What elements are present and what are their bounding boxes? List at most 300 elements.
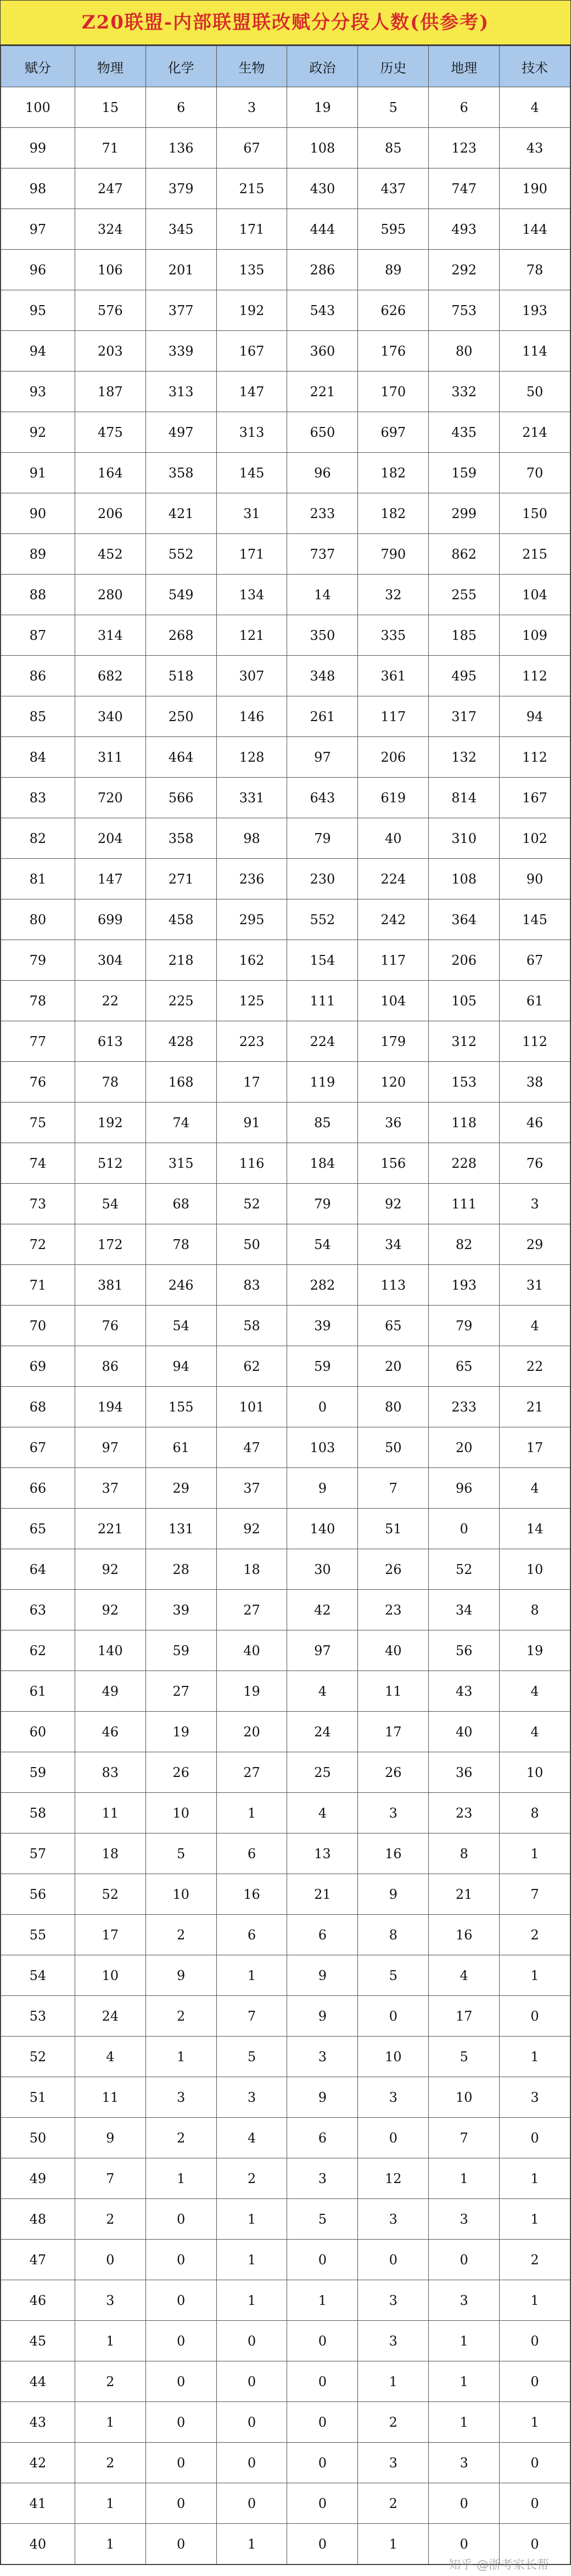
count-cell: 193 — [500, 290, 570, 331]
count-cell: 1 — [216, 1793, 287, 1833]
table-row — [1, 1224, 570, 1265]
score-cell: 88 — [1, 575, 75, 615]
count-cell: 46 — [500, 1103, 570, 1143]
table-row — [1, 1955, 570, 1996]
count-cell: 58 — [216, 1306, 287, 1346]
table-row — [1, 1103, 570, 1143]
count-cell: 3 — [358, 2443, 429, 2483]
count-cell: 315 — [145, 1143, 216, 1184]
table-row — [1, 1833, 570, 1874]
table-row — [1, 981, 570, 1021]
table-row — [1, 859, 570, 899]
score-cell: 49 — [1, 2158, 75, 2199]
count-cell: 697 — [358, 412, 429, 453]
count-cell: 21 — [287, 1874, 358, 1915]
count-cell: 67 — [500, 940, 570, 981]
count-cell: 4 — [500, 1468, 570, 1509]
count-cell: 339 — [145, 331, 216, 372]
count-cell: 46 — [75, 1712, 145, 1752]
count-cell: 1 — [500, 1955, 570, 1996]
table-body — [1, 87, 570, 2564]
count-cell: 120 — [358, 1062, 429, 1103]
count-cell: 11 — [75, 2077, 145, 2118]
count-cell: 0 — [358, 2118, 429, 2158]
count-cell: 493 — [429, 209, 500, 250]
table-row — [1, 209, 570, 250]
count-cell: 79 — [287, 1184, 358, 1224]
count-cell: 313 — [145, 372, 216, 412]
count-cell: 0 — [358, 2240, 429, 2280]
count-cell: 65 — [358, 1306, 429, 1346]
count-cell: 236 — [216, 859, 287, 899]
count-cell: 204 — [75, 818, 145, 859]
count-cell: 345 — [145, 209, 216, 250]
count-cell: 3 — [500, 2077, 570, 2118]
count-cell: 0 — [145, 2199, 216, 2240]
count-cell: 292 — [429, 250, 500, 290]
count-cell: 613 — [75, 1021, 145, 1062]
table-row — [1, 1468, 570, 1509]
table-row — [1, 1306, 570, 1346]
score-cell: 80 — [1, 899, 75, 940]
score-cell: 91 — [1, 453, 75, 493]
count-cell: 92 — [216, 1509, 287, 1549]
table-row — [1, 737, 570, 778]
count-cell: 159 — [429, 453, 500, 493]
count-cell: 2 — [216, 2158, 287, 2199]
count-cell: 61 — [145, 1427, 216, 1468]
count-cell: 19 — [500, 1630, 570, 1671]
count-cell: 4 — [500, 1712, 570, 1752]
count-cell: 1 — [500, 1833, 570, 1874]
count-cell: 0 — [145, 2443, 216, 2483]
count-cell: 4 — [216, 2118, 287, 2158]
table-header — [1, 46, 570, 87]
score-cell: 78 — [1, 981, 75, 1021]
count-cell: 9 — [287, 2077, 358, 2118]
count-cell: 111 — [429, 1184, 500, 1224]
count-cell: 0 — [429, 2240, 500, 2280]
count-cell: 0 — [75, 2240, 145, 2280]
table-row — [1, 899, 570, 940]
count-cell: 113 — [358, 1265, 429, 1306]
count-cell: 0 — [429, 1509, 500, 1549]
count-cell: 8 — [500, 1590, 570, 1630]
count-cell: 6 — [216, 1915, 287, 1955]
score-cell: 40 — [1, 2524, 75, 2564]
count-cell: 5 — [287, 2199, 358, 2240]
count-cell: 11 — [358, 1671, 429, 1712]
count-cell: 70 — [500, 453, 570, 493]
count-cell: 552 — [145, 534, 216, 575]
column-header: 化学 — [145, 46, 216, 87]
score-cell: 71 — [1, 1265, 75, 1306]
table-row — [1, 1387, 570, 1427]
table-row — [1, 1630, 570, 1671]
count-cell: 11 — [75, 1793, 145, 1833]
table-row — [1, 2402, 570, 2443]
column-header: 赋分 — [1, 46, 75, 87]
count-cell: 3 — [216, 2077, 287, 2118]
count-cell: 190 — [500, 168, 570, 209]
table-row — [1, 575, 570, 615]
count-cell: 0 — [216, 2402, 287, 2443]
table-row — [1, 250, 570, 290]
count-cell: 90 — [500, 859, 570, 899]
count-cell: 182 — [358, 453, 429, 493]
count-cell: 123 — [429, 128, 500, 168]
count-cell: 119 — [287, 1062, 358, 1103]
count-cell: 192 — [216, 290, 287, 331]
count-cell: 304 — [75, 940, 145, 981]
score-cell: 41 — [1, 2483, 75, 2524]
score-cell: 81 — [1, 859, 75, 899]
count-cell: 86 — [75, 1346, 145, 1387]
table-row — [1, 778, 570, 818]
count-cell: 2 — [145, 1915, 216, 1955]
count-cell: 1 — [75, 2402, 145, 2443]
count-cell: 40 — [358, 1630, 429, 1671]
count-cell: 250 — [145, 696, 216, 737]
count-cell: 0 — [216, 2443, 287, 2483]
score-cell: 47 — [1, 2240, 75, 2280]
count-cell: 18 — [216, 1549, 287, 1590]
count-cell: 348 — [287, 656, 358, 696]
count-cell: 24 — [287, 1712, 358, 1752]
count-cell: 228 — [429, 1143, 500, 1184]
count-cell: 313 — [216, 412, 287, 453]
count-cell: 7 — [429, 2118, 500, 2158]
count-cell: 85 — [287, 1103, 358, 1143]
count-cell: 0 — [500, 2524, 570, 2564]
count-cell: 1 — [500, 2037, 570, 2077]
count-cell: 10 — [358, 2037, 429, 2077]
count-cell: 2 — [500, 2240, 570, 2280]
count-cell: 549 — [145, 575, 216, 615]
table-row — [1, 1427, 570, 1468]
count-cell: 37 — [216, 1468, 287, 1509]
count-cell: 23 — [429, 1793, 500, 1833]
count-cell: 9 — [358, 1874, 429, 1915]
score-cell: 93 — [1, 372, 75, 412]
count-cell: 9 — [287, 1468, 358, 1509]
score-cell: 89 — [1, 534, 75, 575]
count-cell: 3 — [287, 2037, 358, 2077]
count-cell: 206 — [358, 737, 429, 778]
count-cell: 21 — [500, 1387, 570, 1427]
count-cell: 464 — [145, 737, 216, 778]
score-cell: 65 — [1, 1509, 75, 1549]
count-cell: 3 — [500, 1184, 570, 1224]
count-cell: 3 — [145, 2077, 216, 2118]
table-row — [1, 128, 570, 168]
count-cell: 242 — [358, 899, 429, 940]
count-cell: 6 — [145, 87, 216, 128]
count-cell: 0 — [145, 2483, 216, 2524]
count-cell: 221 — [287, 372, 358, 412]
count-cell: 0 — [145, 2321, 216, 2361]
score-cell: 45 — [1, 2321, 75, 2361]
column-header: 政治 — [287, 46, 358, 87]
count-cell: 3 — [358, 2199, 429, 2240]
count-cell: 40 — [429, 1712, 500, 1752]
count-cell: 5 — [216, 2037, 287, 2077]
count-cell: 80 — [429, 331, 500, 372]
count-cell: 118 — [429, 1103, 500, 1143]
watermark: 知乎 @浙考家长帮 — [449, 2558, 549, 2572]
count-cell: 3 — [358, 1793, 429, 1833]
count-cell: 156 — [358, 1143, 429, 1184]
score-cell: 63 — [1, 1590, 75, 1630]
column-header: 历史 — [358, 46, 429, 87]
count-cell: 20 — [216, 1712, 287, 1752]
count-cell: 4 — [500, 87, 570, 128]
count-cell: 16 — [358, 1833, 429, 1874]
score-cell: 68 — [1, 1387, 75, 1427]
score-cell: 57 — [1, 1833, 75, 1874]
count-cell: 230 — [287, 859, 358, 899]
count-cell: 34 — [429, 1590, 500, 1630]
count-cell: 185 — [429, 615, 500, 656]
table-row — [1, 1509, 570, 1549]
table-row — [1, 818, 570, 859]
score-cell: 48 — [1, 2199, 75, 2240]
count-cell: 1 — [216, 1955, 287, 1996]
count-cell: 3 — [75, 2280, 145, 2321]
count-cell: 79 — [429, 1306, 500, 1346]
count-cell: 10 — [500, 1549, 570, 1590]
count-cell: 184 — [287, 1143, 358, 1184]
count-cell: 50 — [500, 372, 570, 412]
count-cell: 1 — [500, 2280, 570, 2321]
count-cell: 7 — [358, 1468, 429, 1509]
count-cell: 221 — [75, 1509, 145, 1549]
score-cell: 86 — [1, 656, 75, 696]
count-cell: 4 — [429, 1955, 500, 1996]
count-cell: 106 — [75, 250, 145, 290]
count-cell: 103 — [287, 1427, 358, 1468]
count-cell: 121 — [216, 615, 287, 656]
count-cell: 225 — [145, 981, 216, 1021]
count-cell: 435 — [429, 412, 500, 453]
table-row — [1, 168, 570, 209]
count-cell: 82 — [429, 1224, 500, 1265]
count-cell: 17 — [358, 1712, 429, 1752]
table-row — [1, 2158, 570, 2199]
count-cell: 68 — [145, 1184, 216, 1224]
count-cell: 140 — [75, 1630, 145, 1671]
count-cell: 0 — [287, 2402, 358, 2443]
count-cell: 233 — [287, 493, 358, 534]
count-cell: 224 — [358, 859, 429, 899]
score-table — [1, 46, 570, 2564]
table-row — [1, 290, 570, 331]
table-row — [1, 2240, 570, 2280]
count-cell: 20 — [429, 1427, 500, 1468]
count-cell: 364 — [429, 899, 500, 940]
count-cell: 0 — [287, 2361, 358, 2402]
count-cell: 36 — [429, 1752, 500, 1793]
count-cell: 619 — [358, 778, 429, 818]
count-cell: 224 — [287, 1021, 358, 1062]
count-cell: 168 — [145, 1062, 216, 1103]
score-cell: 96 — [1, 250, 75, 290]
table-row — [1, 493, 570, 534]
count-cell: 381 — [75, 1265, 145, 1306]
count-cell: 23 — [358, 1590, 429, 1630]
count-cell: 32 — [358, 575, 429, 615]
count-cell: 1 — [145, 2158, 216, 2199]
count-cell: 1 — [216, 2199, 287, 2240]
count-cell: 108 — [429, 859, 500, 899]
count-cell: 0 — [287, 2321, 358, 2361]
score-cell: 43 — [1, 2402, 75, 2443]
table-row — [1, 87, 570, 128]
count-cell: 94 — [500, 696, 570, 737]
count-cell: 10 — [429, 2077, 500, 2118]
score-cell: 94 — [1, 331, 75, 372]
count-cell: 42 — [287, 1590, 358, 1630]
count-cell: 1 — [429, 2402, 500, 2443]
score-cell: 83 — [1, 778, 75, 818]
table-row — [1, 2321, 570, 2361]
count-cell: 1 — [500, 2402, 570, 2443]
count-cell: 26 — [145, 1752, 216, 1793]
count-cell: 2 — [75, 2361, 145, 2402]
count-cell: 10 — [145, 1793, 216, 1833]
count-cell: 358 — [145, 818, 216, 859]
count-cell: 80 — [358, 1387, 429, 1427]
table-row — [1, 1752, 570, 1793]
count-cell: 92 — [358, 1184, 429, 1224]
count-cell: 2 — [358, 2402, 429, 2443]
count-cell: 153 — [429, 1062, 500, 1103]
table-row — [1, 453, 570, 493]
count-cell: 135 — [216, 250, 287, 290]
count-cell: 17 — [216, 1062, 287, 1103]
count-cell: 324 — [75, 209, 145, 250]
table-row — [1, 2361, 570, 2402]
count-cell: 1 — [358, 2524, 429, 2564]
score-cell: 56 — [1, 1874, 75, 1915]
count-cell: 4 — [287, 1793, 358, 1833]
count-cell: 16 — [216, 1874, 287, 1915]
count-cell: 7 — [216, 1996, 287, 2037]
count-cell: 0 — [145, 2402, 216, 2443]
table-row — [1, 1712, 570, 1752]
count-cell: 170 — [358, 372, 429, 412]
count-cell: 109 — [500, 615, 570, 656]
count-cell: 13 — [287, 1833, 358, 1874]
count-cell: 192 — [75, 1103, 145, 1143]
count-cell: 0 — [287, 1387, 358, 1427]
table-row — [1, 696, 570, 737]
count-cell: 1 — [75, 2321, 145, 2361]
count-cell: 92 — [75, 1549, 145, 1590]
count-cell: 312 — [429, 1021, 500, 1062]
count-cell: 9 — [287, 1996, 358, 2037]
count-cell: 246 — [145, 1265, 216, 1306]
count-cell: 543 — [287, 290, 358, 331]
count-cell: 36 — [358, 1103, 429, 1143]
count-cell: 79 — [287, 818, 358, 859]
count-cell: 187 — [75, 372, 145, 412]
count-cell: 307 — [216, 656, 287, 696]
count-cell: 83 — [216, 1265, 287, 1306]
count-cell: 39 — [287, 1306, 358, 1346]
count-cell: 9 — [145, 1955, 216, 1996]
count-cell: 19 — [145, 1712, 216, 1752]
count-cell: 0 — [287, 2240, 358, 2280]
table-row — [1, 1590, 570, 1630]
score-cell: 64 — [1, 1549, 75, 1590]
count-cell: 1 — [429, 2158, 500, 2199]
count-cell: 299 — [429, 493, 500, 534]
count-cell: 8 — [358, 1915, 429, 1955]
count-cell: 0 — [287, 2483, 358, 2524]
count-cell: 247 — [75, 168, 145, 209]
count-cell: 1 — [216, 2524, 287, 2564]
header-row — [1, 46, 570, 87]
count-cell: 6 — [287, 2118, 358, 2158]
count-cell: 179 — [358, 1021, 429, 1062]
count-cell: 552 — [287, 899, 358, 940]
score-cell: 79 — [1, 940, 75, 981]
count-cell: 21 — [429, 1874, 500, 1915]
count-cell: 31 — [500, 1265, 570, 1306]
count-cell: 193 — [429, 1265, 500, 1306]
count-cell: 43 — [429, 1671, 500, 1712]
count-cell: 28 — [145, 1549, 216, 1590]
count-cell: 117 — [358, 940, 429, 981]
count-cell: 146 — [216, 696, 287, 737]
count-cell: 2 — [500, 1915, 570, 1955]
count-cell: 350 — [287, 615, 358, 656]
count-cell: 0 — [500, 2361, 570, 2402]
count-cell: 108 — [287, 128, 358, 168]
count-cell: 27 — [145, 1671, 216, 1712]
count-cell: 261 — [287, 696, 358, 737]
count-cell: 54 — [75, 1184, 145, 1224]
count-cell: 0 — [145, 2524, 216, 2564]
count-cell: 26 — [358, 1752, 429, 1793]
score-cell: 98 — [1, 168, 75, 209]
count-cell: 3 — [358, 2321, 429, 2361]
count-cell: 566 — [145, 778, 216, 818]
count-cell: 14 — [287, 575, 358, 615]
count-cell: 92 — [75, 1590, 145, 1630]
count-cell: 0 — [145, 2240, 216, 2280]
table-row — [1, 1793, 570, 1833]
count-cell: 17 — [75, 1915, 145, 1955]
count-cell: 125 — [216, 981, 287, 1021]
count-cell: 497 — [145, 412, 216, 453]
count-cell: 5 — [358, 87, 429, 128]
count-cell: 8 — [500, 1793, 570, 1833]
score-cell: 50 — [1, 2118, 75, 2158]
count-cell: 1 — [75, 2524, 145, 2564]
count-cell: 1 — [145, 2037, 216, 2077]
score-cell: 51 — [1, 2077, 75, 2118]
table-row — [1, 2077, 570, 2118]
count-cell: 280 — [75, 575, 145, 615]
count-cell: 682 — [75, 656, 145, 696]
table-row — [1, 2483, 570, 2524]
count-cell: 282 — [287, 1265, 358, 1306]
count-cell: 65 — [429, 1346, 500, 1387]
count-cell: 0 — [216, 2361, 287, 2402]
count-cell: 114 — [500, 331, 570, 372]
